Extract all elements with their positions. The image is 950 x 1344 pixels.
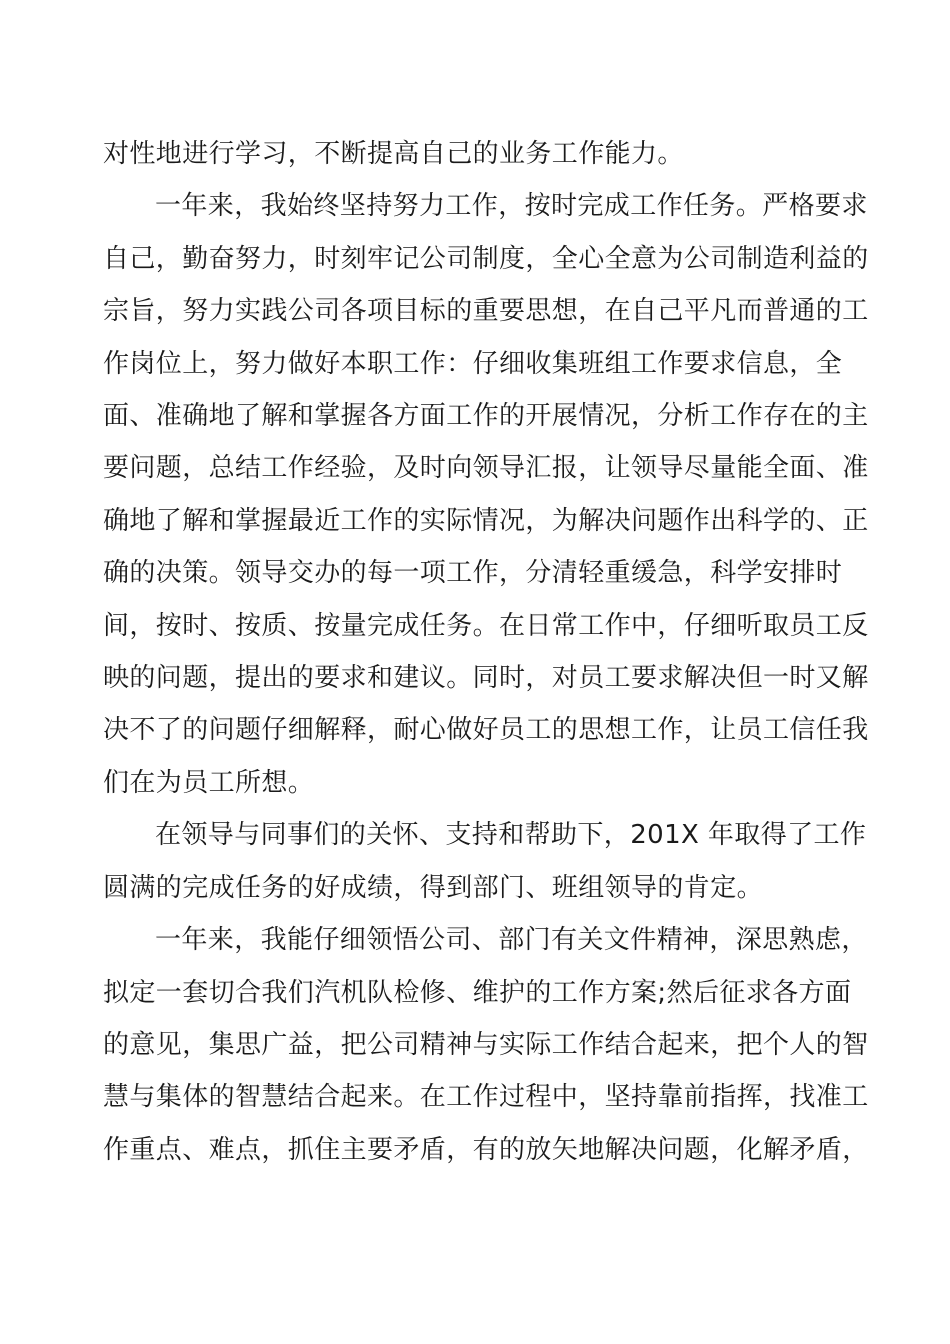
text-line: 确的决策。领导交办的每一项工作，分清轻重缓急，科学安排时 [103, 558, 843, 589]
paragraph-2 [103, 180, 869, 809]
paragraph-4 [103, 914, 869, 1176]
text-line: 面、准确地了解和掌握各方面工作的开展情况，分析工作存在的主 [103, 401, 869, 432]
text-line: 对性地进行学习，不断提高自己的业务工作能力。 [103, 139, 684, 169]
text-line: 慧与集体的智慧结合起来。在工作过程中，坚持靠前指挥，找准工 [103, 1082, 869, 1113]
text-line: 要问题，总结工作经验，及时向领导汇报，让领导尽量能全面、准 [103, 453, 869, 484]
text-line: 作重点、难点，抓住主要矛盾，有的放矢地解决问题，化解矛盾， [103, 1134, 869, 1165]
paragraph-3 [103, 809, 867, 914]
text-line: 们在为员工所想。 [103, 767, 315, 798]
text-line: 决不了的问题仔细解释，耐心做好员工的思想工作，让员工信任我 [103, 715, 869, 746]
text-line: 在领导与同事们的关怀、支持和帮助下，201X 年取得了工作 [155, 820, 867, 851]
text-line: 拟定一套切合我们汽机队检修、维护的工作方案;然后征求各方面 [103, 977, 852, 1008]
text-line: 宗旨，努力实践公司各项目标的重要思想，在自己平凡而普通的工 [103, 296, 869, 327]
text-line: 圆满的完成任务的好成绩，得到部门、班组领导的肯定。 [103, 872, 764, 903]
text-line: 一年来，我能仔细领悟公司、部门有关文件精神，深思熟虑， [155, 925, 868, 956]
text-line: 间，按时、按质、按量完成任务。在日常工作中，仔细听取员工反 [103, 610, 869, 641]
text-line: 的意见，集思广益，把公司精神与实际工作结合起来，把个人的智 [103, 1029, 869, 1060]
text-line: 自己，勤奋努力，时刻牢记公司制度，全心全意为公司制造利益的 [103, 243, 869, 274]
text-line: 一年来，我始终坚持努力工作，按时完成工作任务。严格要求 [155, 191, 868, 222]
paragraph-1 [103, 128, 863, 180]
text-line: 确地了解和掌握最近工作的实际情况，为解决问题作出科学的、正 [103, 505, 869, 536]
text-line: 映的问题，提出的要求和建议。同时，对员工要求解决但一时又解 [103, 663, 869, 694]
document-body [103, 128, 869, 1176]
text-line: 作岗位上，努力做好本职工作：仔细收集班组工作要求信息，全 [103, 348, 843, 379]
